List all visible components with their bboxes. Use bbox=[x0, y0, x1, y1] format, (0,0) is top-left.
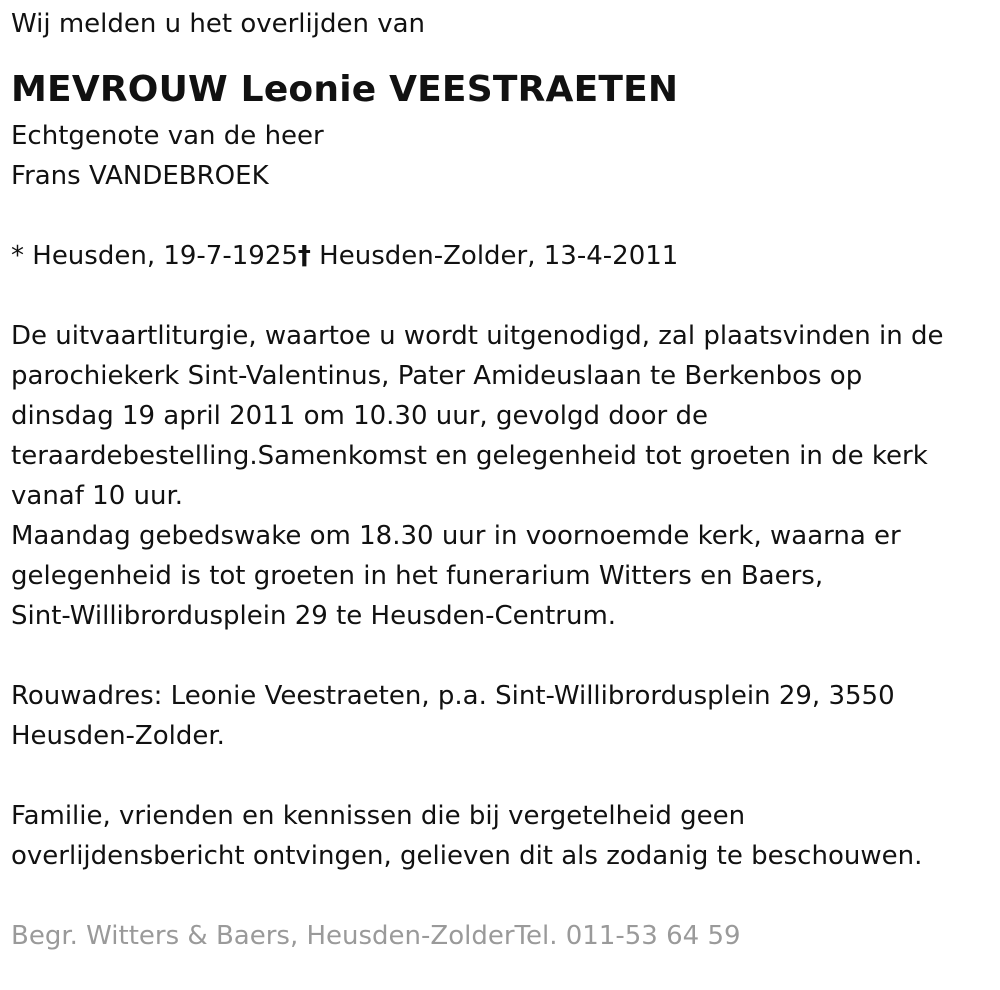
ceremony-line: teraardebestelling.Samenkomst en gelegenheid tot groeten in de kerk bbox=[11, 441, 928, 471]
ceremony-line: vanaf 10 uur. bbox=[11, 481, 184, 511]
address-line: Heusden-Zolder. bbox=[11, 721, 225, 751]
death-info: Heusden-Zolder, 13-4-2011 bbox=[310, 241, 679, 271]
deceased-name: MEVROUW Leonie VEESTRAETEN bbox=[11, 69, 679, 110]
ceremony-line: gelegenheid is tot groeten in het funerarium Witters en Baers, bbox=[11, 561, 824, 591]
notice-line: Familie, vrienden en kennissen die bij vergetelheid geen bbox=[11, 801, 746, 831]
ceremony-line: parochiekerk Sint-Valentinus, Pater Amideuslaan te Berkenbos op bbox=[11, 361, 863, 391]
deceased-block bbox=[11, 64, 988, 196]
ceremony-paragraph bbox=[11, 316, 988, 636]
ceremony-line: Maandag gebedswake om 18.30 uur in voornoemde kerk, waarna er bbox=[11, 521, 901, 551]
relation-line-2: Frans VANDEBROEK bbox=[11, 161, 269, 191]
notice-paragraph bbox=[11, 796, 988, 876]
life-dates bbox=[11, 236, 988, 276]
spacer bbox=[11, 636, 988, 676]
spacer bbox=[11, 756, 988, 796]
funeral-home-footer: Begr. Witters & Baers, Heusden-ZolderTel. 011-53 64 59 bbox=[11, 921, 741, 951]
ceremony-line: Sint-Willibrordusplein 29 te Heusden-Centrum. bbox=[11, 601, 617, 631]
cross-icon: † bbox=[297, 241, 311, 271]
birth-info: * Heusden, 19-7-1925 bbox=[11, 241, 298, 271]
ceremony-line: dinsdag 19 april 2011 om 10.30 uur, gevolgd door de bbox=[11, 401, 709, 431]
intro-text: Wij melden u het overlijden van bbox=[11, 9, 426, 39]
mourning-address bbox=[11, 676, 988, 756]
address-line: Rouwadres: Leonie Veestraeten, p.a. Sint-Willibrordusplein 29, 3550 bbox=[11, 681, 895, 711]
relation-line-1: Echtgenote van de heer bbox=[11, 121, 324, 151]
spacer bbox=[11, 196, 988, 236]
ceremony-line: De uitvaartliturgie, waartoe u wordt uitgenodigd, zal plaatsvinden in de bbox=[11, 321, 944, 351]
notice-line: overlijdensbericht ontvingen, gelieven dit als zodanig te beschouwen. bbox=[11, 841, 923, 871]
spacer bbox=[11, 276, 988, 316]
spacer bbox=[11, 876, 988, 916]
